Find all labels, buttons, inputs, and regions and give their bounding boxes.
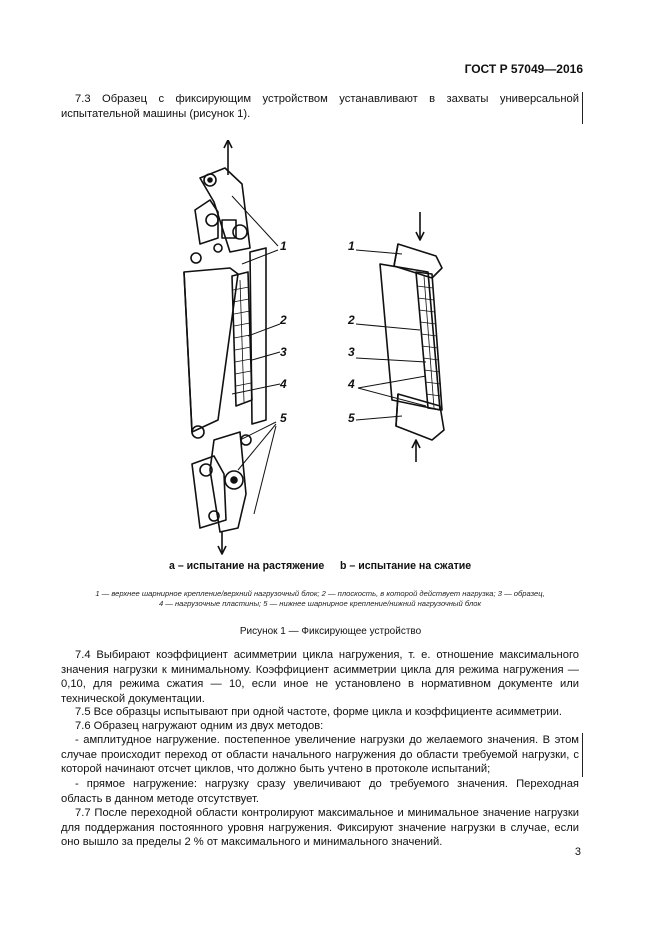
tension-assembly (184, 140, 266, 554)
caption-compression: b – испытание на сжатие (340, 560, 472, 572)
left-label-2: 2 (280, 313, 287, 327)
paragraph-7-6-b: - прямое нагружение: нагрузку сразу увеличивают до требуемого значения. Переходная область в данном методе отсутствует. (61, 778, 579, 805)
right-label-3: 3 (348, 345, 355, 359)
left-label-4: 4 (280, 377, 287, 391)
figure-title: Рисунок 1 — Фиксирующее устройство (239, 626, 422, 637)
legend-line-1: 1 — верхнее шарнирное крепление/верхний нагрузочный блок; 2 — плоскость, в которой действует нагрузка; 3 — образец, (95, 589, 545, 598)
paragraph-7-4: 7.4 Выбирают коэффициент асимметрии цикла нагружения, т. е. отношение максимального значения нагрузки к минимальному. Коэффициент асимметрии цикла для режима нагружения — 0,10, для режима сжатия — 10, если иное не установлено в нормативном документе или технической документации. (61, 649, 579, 705)
right-label-1: 1 (348, 239, 355, 253)
right-label-4: 4 (348, 377, 355, 391)
figure-legend (60, 589, 580, 610)
legend-line-2: 4 — нагрузочные пластины; 5 — нижнее шарнирное крепление/нижний нагрузочный блок (158, 599, 482, 609)
paragraph-7-5: 7.5 Все образцы испытывают при одной частоте, форме цикла и коэффициенте асимметрии. (75, 706, 562, 718)
right-label-2: 2 (348, 313, 355, 327)
fixture-figure (170, 140, 470, 560)
intro-paragraph: 7.3 Образец с фиксирующим устройством устанавливают в захваты универсальной испытательной машины (рисунок 1). (61, 93, 579, 120)
paragraph-7-6: 7.6 Образец нагружают одним из двух методов: (75, 720, 324, 732)
standard-code: ГОСТ Р 57049—2016 (464, 62, 583, 76)
paragraph-7-7: 7.7 После переходной области контролируют максимальное и минимальное значение нагрузки для поддержания постоянного уровня нагружения. Фиксируют значение нагрузки в случае, если оно вышло за пределы 2 % от максимального и минимального значений. (61, 807, 579, 849)
paragraph-7-6-a: - амплитудное нагружение. постепенное увеличение нагрузки до желаемого значения. В этом случае происходит переход от области начального нагружения до области требуемой нагрузки, с которой начинают отсчет циклов, что должно быть учтено в протоколе испытаний; (61, 734, 579, 776)
change-bar-2 (582, 733, 583, 777)
change-bar (582, 92, 583, 124)
compression-assembly (380, 212, 444, 462)
left-label-3: 3 (280, 345, 287, 359)
left-label-5: 5 (280, 411, 287, 425)
page-number: 3 (574, 846, 581, 858)
caption-tension: а – испытание на растяжение (169, 560, 325, 572)
right-label-5: 5 (348, 411, 355, 425)
left-label-1: 1 (280, 239, 287, 253)
